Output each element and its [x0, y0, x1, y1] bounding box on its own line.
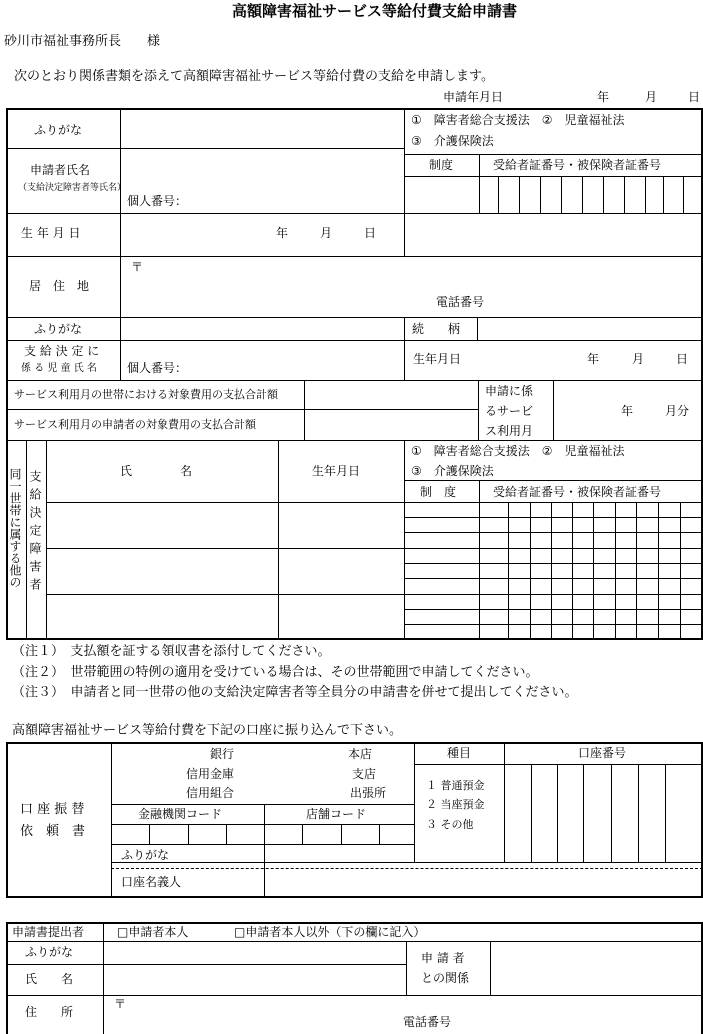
household-cost-field[interactable]: [306, 382, 476, 408]
intro-text: 次のとおり関係書類を添えて高額障害福祉サービス等給付費の支給を申請します。: [14, 69, 494, 84]
applicant-name-sublabel: （支給決定障害者等氏名）: [18, 183, 127, 193]
residence-label: 居 住 地: [29, 279, 90, 293]
household-inner-label: 支給決定障害者: [28, 470, 42, 596]
applicant-law-options-1: ① 障害者総合支援法 ② 児童福祉法: [411, 113, 625, 127]
child-relation-field[interactable]: [479, 319, 701, 339]
submitter-phone-label: 電話番号: [403, 1015, 452, 1029]
child-birth-year: 年: [587, 352, 600, 366]
applicant-cert-header: 受給者証番号・被保険者証番号: [493, 158, 662, 172]
residence-phone-label: 電話番号: [436, 295, 485, 309]
household-name-header: 氏 名: [120, 464, 193, 478]
applicant-birth-day: 日: [364, 226, 377, 240]
service-month-label-3: ス利用月: [485, 424, 534, 438]
kind-header: 種目: [447, 746, 472, 760]
note-2: （注２） 世帯範囲の特例の適用を受けている場合は、その世帯範囲で申請してください。: [12, 665, 539, 680]
branch-type-branch: 支店: [352, 767, 377, 781]
bank-intro: 高額障害福祉サービス等給付費を下記の口座に振り込んで下さい。: [12, 723, 403, 738]
bank-type-kumiai: 信用組合: [186, 786, 235, 800]
kind-option-3[interactable]: ３ その他: [426, 818, 474, 831]
kind-option-2[interactable]: ２ 当座預金: [426, 798, 485, 811]
household-seido-header: 制 度: [420, 485, 457, 499]
service-month-month: 月分: [665, 404, 690, 418]
applicant-name-label: 申請者氏名: [30, 163, 91, 177]
account-furigana-label: ふりがな: [121, 848, 170, 862]
submitter-relation-label-2: との関係: [421, 971, 470, 985]
branch-type-main: 本店: [348, 747, 373, 761]
applicant-birth-label: 生 年 月 日: [21, 226, 81, 240]
page-title: 高額障害福祉サービス等給付費支給申請書: [232, 2, 518, 20]
account-holder-field[interactable]: [266, 870, 701, 896]
applicant-birth-month: 月: [320, 226, 333, 240]
submitter-name-label: 氏 名: [25, 972, 74, 986]
date-year: 年: [597, 90, 610, 104]
submitter-option-other[interactable]: □申請者本人以外（下の欄に記入）: [234, 925, 426, 939]
child-relation-label: 続 柄: [412, 322, 461, 336]
household-law-options-2: ③ 介護保険法: [411, 464, 494, 478]
child-label-line1: 支 給 決 定 に: [24, 344, 100, 358]
child-furigana-label: ふりがな: [34, 322, 83, 336]
submitter-option-self[interactable]: □申請者本人: [117, 925, 189, 939]
bank-label-2: 依 頼 書: [20, 824, 86, 839]
submitter-postal-mark: 〒: [114, 997, 127, 1011]
child-label-line2: 係 る 児 童 氏 名: [21, 363, 97, 374]
submitter-address-label: 住 所: [25, 1005, 74, 1019]
date-day: 日: [688, 90, 701, 104]
applicant-birth-year: 年: [276, 226, 289, 240]
child-birth-label: 生年月日: [413, 352, 462, 366]
applicant-cost-field[interactable]: [306, 411, 476, 439]
account-number-header: 口座番号: [578, 746, 627, 760]
applicant-mynumber-label: 個人番号：: [127, 194, 188, 208]
child-birth-day: 日: [676, 352, 689, 366]
submitter-relation-field[interactable]: [492, 943, 701, 994]
addressee: 砂川市福祉事務所長 様: [4, 34, 161, 49]
submitter-label: 申請書提出者: [12, 925, 85, 939]
child-birth-month: 月: [632, 352, 645, 366]
bank-label-1: 口 座 振 替: [20, 802, 85, 817]
applicant-cost-label: サービス利用月の申請者の対象費用の支払合計額: [14, 418, 256, 431]
bank-type-bank: 銀行: [210, 747, 235, 761]
applicant-furigana-label: ふりがな: [34, 123, 83, 137]
submitter-furigana-label: ふりがな: [25, 945, 74, 959]
bank-type-shinkin: 信用金庫: [186, 767, 235, 781]
household-outer-label: 同一世帯に属する他の: [8, 468, 22, 588]
applicant-furigana-field[interactable]: [122, 110, 402, 146]
submitter-relation-label-1: 申 請 者: [421, 951, 465, 965]
applicant-law-options-2: ③ 介護保険法: [411, 134, 494, 148]
applicant-name-field[interactable]: [122, 150, 402, 190]
service-month-label-1: 申請に係: [485, 384, 534, 398]
account-holder-label: 口座名義人: [121, 875, 182, 889]
residence-postal-mark: 〒: [131, 260, 144, 274]
household-cert-header: 受給者証番号・被保険者証番号: [493, 485, 662, 499]
branch-code-label: 店舗コード: [306, 807, 367, 821]
residence-field[interactable]: [122, 258, 701, 315]
kind-option-1[interactable]: １ 普通預金: [426, 779, 485, 792]
note-1: （注１） 支払額を証する領収書を添付してください。: [12, 644, 331, 659]
date-month: 月: [645, 90, 658, 104]
household-cost-label: サービス利用月の世帯における対象費用の支払合計額: [14, 388, 278, 401]
applicant-seido-header: 制度: [429, 158, 454, 172]
bank-code-label: 金融機関コード: [138, 807, 223, 821]
service-month-year: 年: [621, 404, 634, 418]
branch-type-office: 出張所: [350, 786, 387, 800]
household-law-options-1: ① 障害者総合支援法 ② 児童福祉法: [411, 444, 625, 458]
service-month-label-2: るサービ: [485, 404, 534, 418]
submitter-name-field[interactable]: [105, 966, 405, 994]
household-birth-header: 生年月日: [312, 464, 361, 478]
date-label: 申請年月日: [443, 90, 504, 104]
note-3: （注３） 申請者と同一世帯の他の支給決定障害者等全員分の申請書を併せて提出してください。: [12, 685, 578, 700]
child-mynumber-label: 個人番号：: [127, 361, 188, 375]
